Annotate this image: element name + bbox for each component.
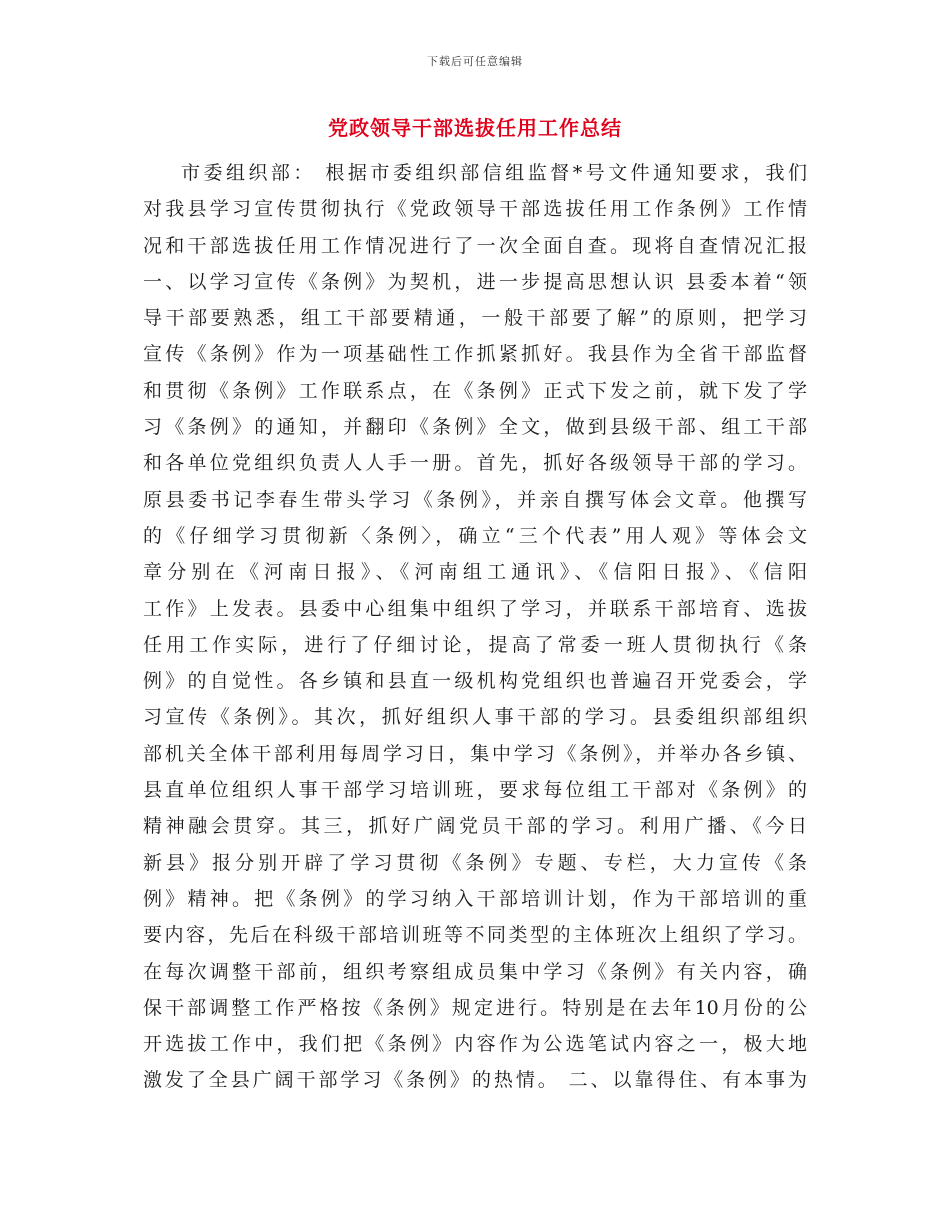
body-line: 原县委书记李春生带头学习《条例》，并亲自撰写体会文章。他撰写 [143,488,807,511]
document-title: 党政领导干部选拔任用工作总结 [328,116,622,140]
body-line: 在每次调整干部前，组织考察组成员集中学习《条例》有关内容，确 [143,960,807,983]
body-line: 激发了全县广阔干部学习《条例》的热情。 二、以靠得住、有本事为 [143,1069,807,1092]
body-line: 宣传《条例》作为一项基础性工作抓紧抓好。我县作为全省干部监督 [143,343,807,366]
body-line: 县直单位组织人事干部学习培训班，要求每位组工干部对《条例》的 [143,779,807,802]
page-header-note: 下载后可任意编辑 [427,55,523,68]
body-line: 例》的自觉性。各乡镇和县直一级机构党组织也普遍召开党委会，学 [143,670,807,693]
body-line: 导干部要熟悉，组工干部要精通，一般干部要了解”的原则，把学习 [143,307,807,330]
body-line: 精神融会贯穿。其三，抓好广阔党员干部的学习。利用广播、《今日 [143,815,807,838]
body-line: 工作》上发表。县委中心组集中组织了学习，并联系干部培育、选拔 [143,597,807,620]
body-line: 保干部调整工作严格按《条例》规定进行。特别是在去年10月份的公 [143,996,807,1019]
body-line: 习宣传《条例》。其次，抓好组织人事干部的学习。县委组织部组织 [143,706,807,729]
body-line: 部机关全体干部利用每周学习日，集中学习《条例》，并举办各乡镇、 [143,742,807,765]
document-body [143,155,807,1099]
body-line: 例》精神。把《条例》的学习纳入干部培训计划，作为干部培训的重 [143,887,807,910]
body-line: 要内容，先后在科级干部培训班等不同类型的主体班次上组织了学习。 [143,924,807,947]
body-line: 新县》报分别开辟了学习贯彻《条例》专题、专栏，大力宣传《条 [143,851,807,874]
body-line: 和各单位党组织负责人人手一册。首先，抓好各级领导干部的学习。 [143,452,807,475]
body-line: 一、以学习宣传《条例》为契机，进一步提高思想认识 县委本着“领 [143,270,807,293]
body-line: 市委组织部： 根据市委组织部信组监督*号文件通知要求，我们 [181,162,807,184]
body-line: 对我县学习宣传贯彻执行《党政领导干部选拔任用工作条例》工作情 [143,198,807,221]
body-line: 开选拔工作中，我们把《条例》内容作为公选笔试内容之一，极大地 [143,1033,807,1056]
body-line: 任用工作实际，进行了仔细讨论，提高了常委一班人贯彻执行《条 [143,633,807,656]
body-line: 况和干部选拔任用工作情况进行了一次全面自查。现将自查情况汇报 [143,234,807,257]
body-line: 的《仔细学习贯彻新〈条例〉，确立“三个代表”用人观》等体会文 [143,524,807,547]
body-line: 习《条例》的通知，并翻印《条例》全文，做到县级干部、组工干部 [143,416,807,439]
body-line: 和贯彻《条例》工作联系点，在《条例》正式下发之前，就下发了学 [143,379,807,402]
body-line: 章分别在《河南日报》、《河南组工通讯》、《信阳日报》、《信阳 [143,561,807,584]
